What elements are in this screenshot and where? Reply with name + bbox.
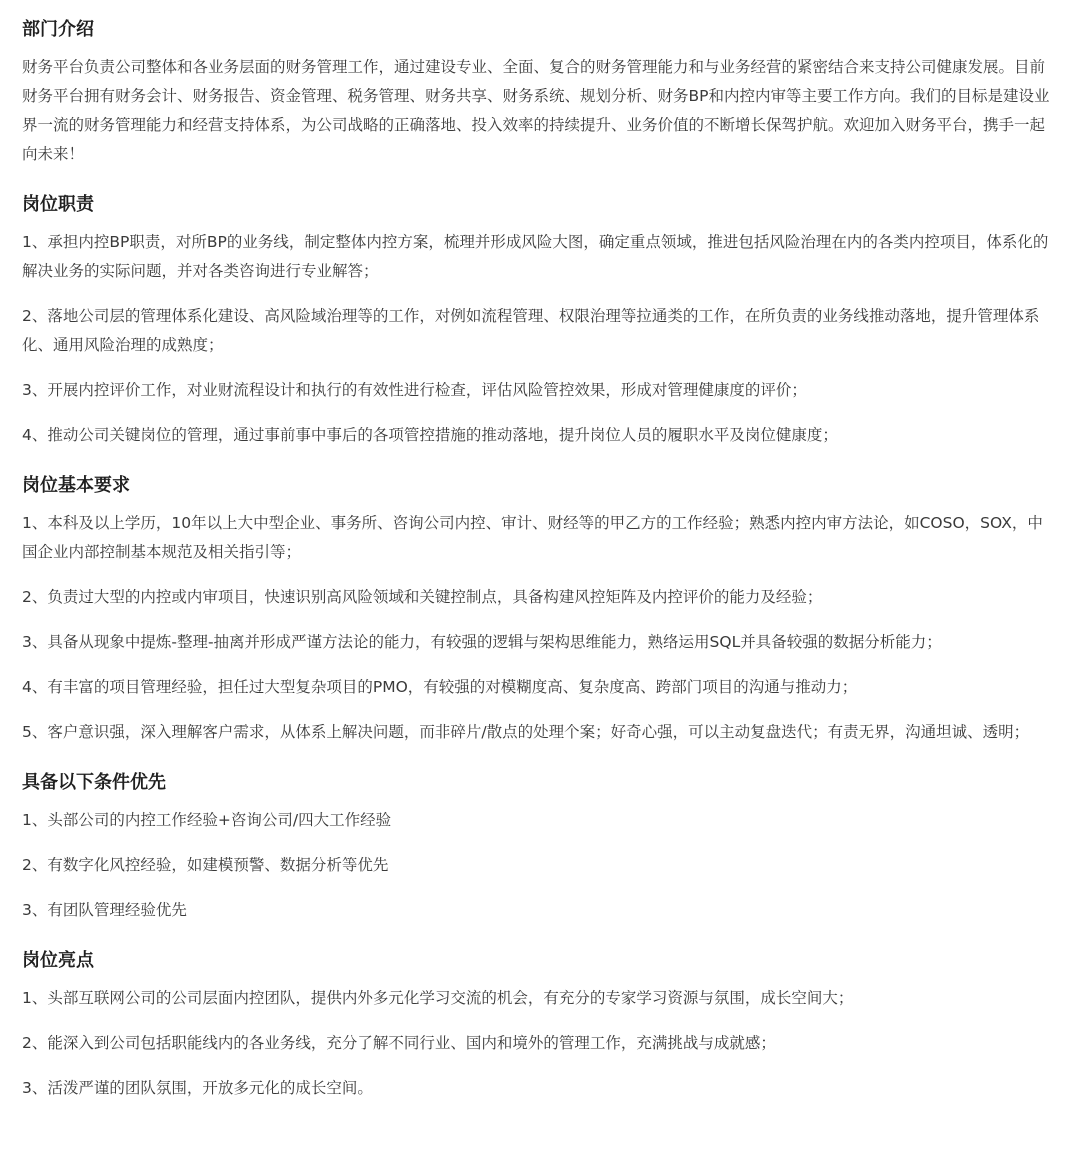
section-highlights — [22, 945, 1052, 1103]
section-department-intro — [22, 14, 1052, 169]
section-title: 岗位职责 — [22, 194, 94, 215]
list-item: 3、具备从现象中提炼-整理-抽离并形成严谨方法论的能力，有较强的逻辑与架构思维能力，熟络运用SQL并具备较强的数据分析能力； — [22, 633, 942, 651]
intro-paragraph: 财务平台负责公司整体和各业务层面的财务管理工作，通过建设专业、全面、复合的财务管理能力和与业务经营的紧密结合来支持公司健康发展。目前财务平台拥有财务会计、财务报告、资金管理、税务管理、财务共享、财务系统、规划分析、财务BP和内控内审等主要工作方向。我们的目标是建设业界一流的财务管理能力和经营支持体系，为公司战略的正确落地、投入效率的持续提升、业务价值的不断增长保驾护航。欢迎加入财务平台，携手一起向未来！ — [22, 58, 1050, 163]
list-item: 3、开展内控评价工作，对业财流程设计和执行的有效性进行检查，评估风险管控效果，形成对管理健康度的评价； — [22, 381, 807, 399]
section-title: 岗位基本要求 — [22, 475, 130, 496]
section-title: 部门介绍 — [22, 19, 94, 40]
list-item: 5、客户意识强，深入理解客户需求，从体系上解决问题，而非碎片/散点的处理个案；好奇心强，可以主动复盘迭代；有责无界，沟通坦诚、透明； — [22, 723, 1030, 741]
list-item: 4、有丰富的项目管理经验，担任过大型复杂项目的PMO，有较强的对模糊度高、复杂度高、跨部门项目的沟通与推动力； — [22, 678, 858, 696]
list-item: 2、能深入到公司包括职能线内的各业务线，充分了解不同行业、国内和境外的管理工作，充满挑战与成就感； — [22, 1034, 776, 1052]
list-item: 4、推动公司关键岗位的管理，通过事前事中事后的各项管控措施的推动落地，提升岗位人员的履职水平及岗位健康度； — [22, 426, 838, 444]
list-item: 3、有团队管理经验优先 — [22, 901, 187, 919]
section-title: 具备以下条件优先 — [22, 772, 166, 793]
section-title: 岗位亮点 — [22, 950, 94, 971]
list-item: 2、负责过大型的内控或内审项目，快速识别高风险领域和关键控制点，具备构建风控矩阵及内控评价的能力及经验； — [22, 588, 823, 606]
section-duties — [22, 189, 1052, 450]
list-item: 1、头部公司的内控工作经验+咨询公司/四大工作经验 — [22, 811, 392, 829]
list-item: 1、本科及以上学历，10年以上大中型企业、事务所、咨询公司内控、审计、财经等的甲乙方的工作经验；熟悉内控内审方法论，如COSO，SOX，中国企业内部控制基本规范及相关指引等； — [22, 514, 1043, 561]
section-preferred — [22, 767, 1052, 925]
section-requirements — [22, 470, 1052, 747]
list-item: 2、落地公司层的管理体系化建设、高风险域治理等的工作，对例如流程管理、权限治理等拉通类的工作，在所负责的业务线推动落地，提升管理体系化、通用风险治理的成熟度； — [22, 307, 1040, 354]
list-item: 1、头部互联网公司的公司层面内控团队，提供内外多元化学习交流的机会，有充分的专家学习资源与氛围，成长空间大； — [22, 989, 854, 1007]
list-item: 3、活泼严谨的团队氛围，开放多元化的成长空间。 — [22, 1079, 373, 1097]
list-item: 1、承担内控BP职责，对所BP的业务线，制定整体内控方案，梳理并形成风险大图，确定重点领域，推进包括风险治理在内的各类内控项目，体系化的解决业务的实际问题，并对各类咨询进行专业解答； — [22, 233, 1049, 280]
list-item: 2、有数字化风控经验，如建模预警、数据分析等优先 — [22, 856, 389, 874]
